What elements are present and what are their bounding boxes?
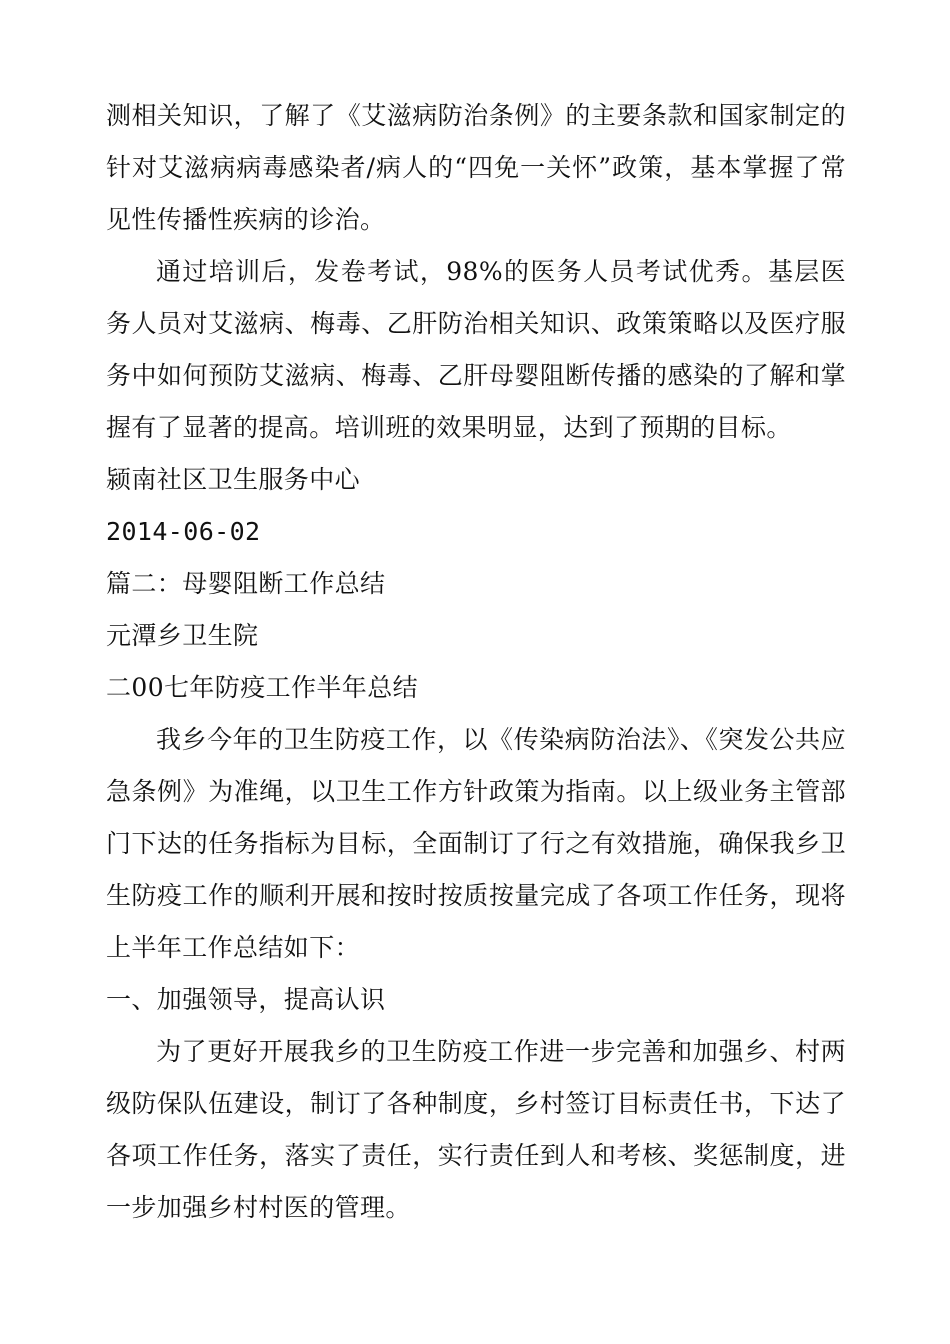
signature-date: 2014-06-02 <box>106 517 261 546</box>
report-title: 二00七年防疫工作半年总结 <box>106 673 419 702</box>
paragraph-introduction: 我乡今年的卫生防疫工作，以《传染病防治法》、《突发公共应急条例》为准绳，以卫生工作方针政策为指南。以上级业务主管部门下达的任务指标为目标，全面制订了行之有效措施，确保我乡卫生防疫工作的顺利开展和按时按质按量完成了各项工作任务，现将上半年工作总结如下： <box>106 725 846 962</box>
section-heading-leadership: 一、加强领导，提高认识 <box>106 985 386 1014</box>
hospital-name: 元潭乡卫生院 <box>106 621 259 650</box>
signature-organization: 颍南社区卫生服务中心 <box>106 465 361 494</box>
document-body <box>106 90 846 1234</box>
paragraph-knowledge-continuation: 测相关知识，了解了《艾滋病防治条例》的主要条款和国家制定的针对艾滋病病毒感染者/病人的“四免一关怀”政策，基本掌握了常见性传播性疾病的诊治。 <box>106 101 846 234</box>
section-heading-part-two: 篇二：母婴阻断工作总结 <box>106 569 386 598</box>
paragraph-leadership-details: 为了更好开展我乡的卫生防疫工作进一步完善和加强乡、村两级防保队伍建设，制订了各种制度，乡村签订目标责任书，下达了各项工作任务，落实了责任，实行责任到人和考核、奖惩制度，进一步加强乡村村医的管理。 <box>106 1037 846 1222</box>
paragraph-training-results: 通过培训后，发卷考试，98%的医务人员考试优秀。基层医务人员对艾滋病、梅毒、乙肝防治相关知识、政策策略以及医疗服务中如何预防艾滋病、梅毒、乙肝母婴阻断传播的感染的了解和掌握有了显著的提高。培训班的效果明显，达到了预期的目标。 <box>106 257 846 442</box>
